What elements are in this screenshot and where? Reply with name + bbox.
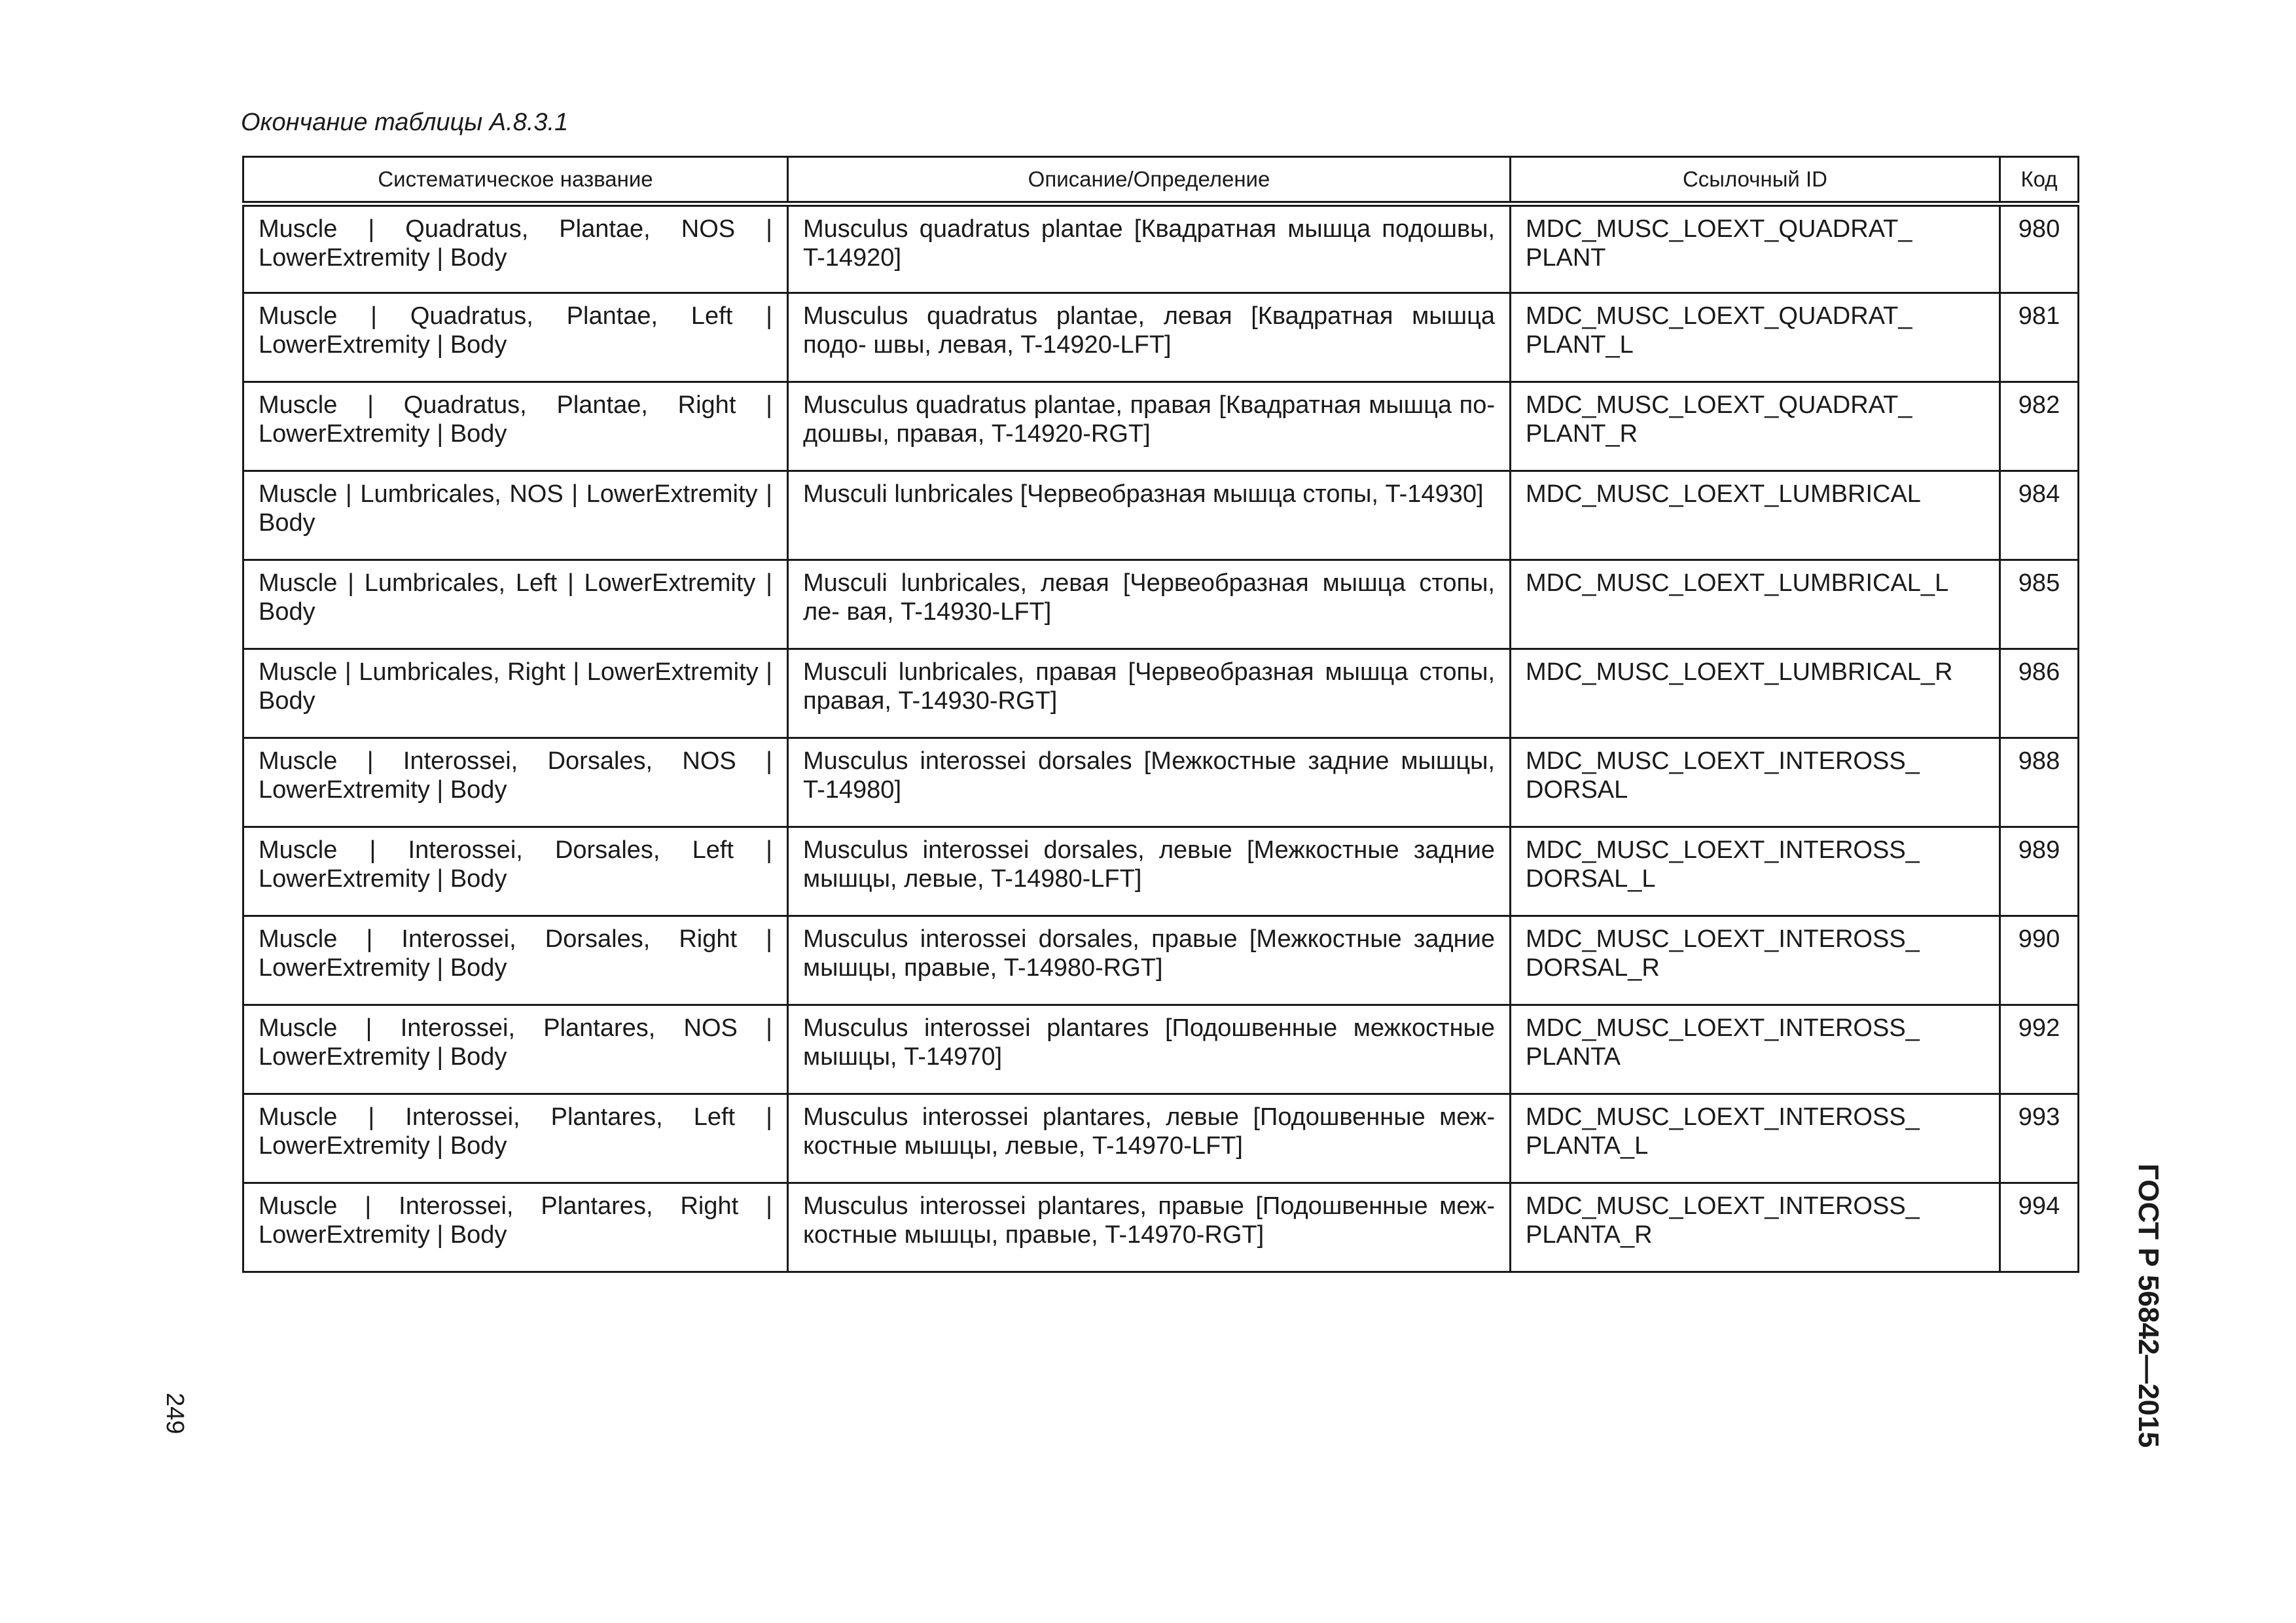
data-table: [242, 156, 2079, 1273]
cell-description: Musculus quadratus plantae [Квадратная мышца подошвы, T-14920]: [788, 204, 1511, 293]
table-row: [243, 1005, 2079, 1094]
cell-systematic-name: Muscle | Interossei, Plantares, Left | LowerExtremity | Body: [243, 1094, 788, 1183]
cell-reference-id: MDC_MUSC_LOEXT_INTEROSS_ PLANTA_L: [1511, 1094, 2000, 1183]
cell-reference-id: MDC_MUSC_LOEXT_INTEROSS_ DORSAL_L: [1511, 827, 2000, 916]
cell-description: Musculi lunbricales, левая [Червеобразная мышца стопы, ле- вая, T-14930-LFT]: [788, 560, 1511, 649]
cell-systematic-name: Muscle | Lumbricales, Right | LowerExtremity | Body: [243, 649, 788, 738]
cell-reference-id: MDC_MUSC_LOEXT_LUMBRICAL_R: [1511, 649, 2000, 738]
table-row: [243, 1094, 2079, 1183]
cell-systematic-name: Muscle | Interossei, Plantares, NOS | LowerExtremity | Body: [243, 1005, 788, 1094]
cell-description: Musculus interossei plantares [Подошвенные межкостные мышцы, T-14970]: [788, 1005, 1511, 1094]
page-number: 249: [161, 1393, 188, 1435]
cell-systematic-name: Muscle | Interossei, Dorsales, Right | LowerExtremity | Body: [243, 916, 788, 1005]
header-description: Описание/Определение: [788, 157, 1511, 204]
cell-code: 985: [2000, 560, 2079, 649]
header-reference-id: Ссылочный ID: [1511, 157, 2000, 204]
standard-code: ГОСТ Р 56842—2015: [2132, 1164, 2164, 1448]
cell-description: Musculus interossei plantares, правые [Подошвенные меж- костные мышцы, правые, T-14970-RGT]: [788, 1183, 1511, 1272]
cell-reference-id: MDC_MUSC_LOEXT_INTEROSS_ PLANTA: [1511, 1005, 2000, 1094]
header-systematic-name: Систематическое название: [243, 157, 788, 204]
cell-systematic-name: Muscle | Lumbricales, NOS | LowerExtremity | Body: [243, 471, 788, 560]
table-row: [243, 649, 2079, 738]
table-header-row: [243, 157, 2079, 204]
cell-code: 992: [2000, 1005, 2079, 1094]
cell-reference-id: MDC_MUSC_LOEXT_QUADRAT_ PLANT: [1511, 204, 2000, 293]
cell-code: 981: [2000, 293, 2079, 382]
cell-code: 988: [2000, 738, 2079, 827]
cell-description: Musculus interossei plantares, левые [Подошвенные меж- костные мышцы, левые, T-14970-LFT]: [788, 1094, 1511, 1183]
cell-systematic-name: Muscle | Quadratus, Plantae, NOS | LowerExtremity | Body: [243, 204, 788, 293]
cell-code: 990: [2000, 916, 2079, 1005]
cell-reference-id: MDC_MUSC_LOEXT_QUADRAT_ PLANT_R: [1511, 382, 2000, 471]
table-row: [243, 293, 2079, 382]
cell-description: Musculus interossei dorsales, правые [Межкостные задние мышцы, правые, T-14980-RGT]: [788, 916, 1511, 1005]
table-caption: Окончание таблицы А.8.3.1: [241, 109, 569, 136]
table-row: [243, 827, 2079, 916]
cell-reference-id: MDC_MUSC_LOEXT_LUMBRICAL_L: [1511, 560, 2000, 649]
cell-description: Musculus quadratus plantae, правая [Квадратная мышца по- дошвы, правая, T-14920-RGT]: [788, 382, 1511, 471]
cell-systematic-name: Muscle | Quadratus, Plantae, Right | LowerExtremity | Body: [243, 382, 788, 471]
table-row: [243, 738, 2079, 827]
cell-description: Musculus quadratus plantae, левая [Квадратная мышца подо- швы, левая, T-14920-LFT]: [788, 293, 1511, 382]
cell-code: 982: [2000, 382, 2079, 471]
cell-description: Musculi lunbricales [Червеобразная мышца стопы, T-14930]: [788, 471, 1511, 560]
cell-description: Musculi lunbricales, правая [Червеобразная мышца стопы, правая, T-14930-RGT]: [788, 649, 1511, 738]
table-row: [243, 382, 2079, 471]
cell-reference-id: MDC_MUSC_LOEXT_INTEROSS_ DORSAL_R: [1511, 916, 2000, 1005]
cell-reference-id: MDC_MUSC_LOEXT_LUMBRICAL: [1511, 471, 2000, 560]
cell-code: 984: [2000, 471, 2079, 560]
table-row: [243, 916, 2079, 1005]
cell-reference-id: MDC_MUSC_LOEXT_QUADRAT_ PLANT_L: [1511, 293, 2000, 382]
table-row: [243, 471, 2079, 560]
cell-code: 980: [2000, 204, 2079, 293]
cell-systematic-name: Muscle | Interossei, Dorsales, Left | LowerExtremity | Body: [243, 827, 788, 916]
cell-code: 994: [2000, 1183, 2079, 1272]
header-code: Код: [2000, 157, 2079, 204]
table-body: [243, 204, 2079, 1272]
cell-code: 993: [2000, 1094, 2079, 1183]
cell-systematic-name: Muscle | Interossei, Dorsales, NOS | LowerExtremity | Body: [243, 738, 788, 827]
cell-code: 989: [2000, 827, 2079, 916]
cell-reference-id: MDC_MUSC_LOEXT_INTEROSS_ DORSAL: [1511, 738, 2000, 827]
table-row: [243, 1183, 2079, 1272]
cell-systematic-name: Muscle | Quadratus, Plantae, Left | LowerExtremity | Body: [243, 293, 788, 382]
table-row: [243, 204, 2079, 293]
cell-description: Musculus interossei dorsales, левые [Межкостные задние мышцы, левые, T-14980-LFT]: [788, 827, 1511, 916]
cell-systematic-name: Muscle | Interossei, Plantares, Right | LowerExtremity | Body: [243, 1183, 788, 1272]
table-row: [243, 560, 2079, 649]
cell-reference-id: MDC_MUSC_LOEXT_INTEROSS_ PLANTA_R: [1511, 1183, 2000, 1272]
cell-systematic-name: Muscle | Lumbricales, Left | LowerExtremity | Body: [243, 560, 788, 649]
cell-description: Musculus interossei dorsales [Межкостные задние мышцы, T-14980]: [788, 738, 1511, 827]
cell-code: 986: [2000, 649, 2079, 738]
